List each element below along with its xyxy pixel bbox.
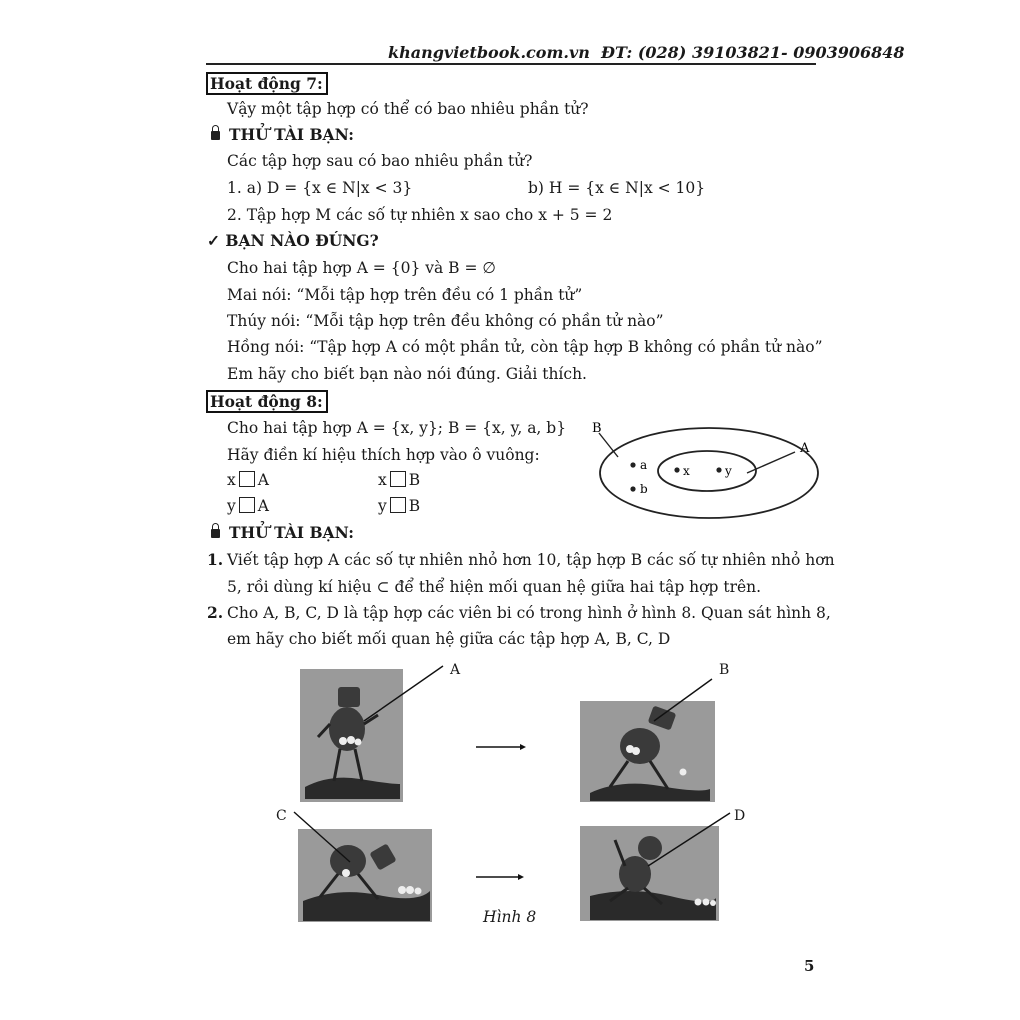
challenge-2-q2-number: 2. bbox=[207, 603, 224, 622]
who-is-right-line: Em hãy cho biết bạn nào nói đúng. Giải thích. bbox=[227, 365, 587, 383]
element-label: y bbox=[378, 497, 387, 515]
activity-8-line-2: Hãy điền kí hiệu thích hợp vào ô vuông: bbox=[227, 446, 540, 464]
challenge-2-title: THỬ TÀI BẠN: bbox=[229, 523, 354, 542]
callout-line-d bbox=[648, 813, 730, 866]
set-label: B bbox=[408, 497, 421, 515]
callout-line-a bbox=[364, 666, 443, 721]
activity-8-title: Hoạt động 8: bbox=[206, 390, 328, 413]
header-phone: ĐT: (028) 39103821- 0903906848 bbox=[601, 43, 905, 62]
who-is-right-line: Cho hai tập hợp A = {0} và B = ∅ bbox=[227, 259, 496, 277]
callout-line-b bbox=[654, 679, 712, 721]
venn-point-label-a: a bbox=[640, 458, 648, 472]
challenge-2-q1-line-1: Viết tập hợp A các số tự nhiên nhỏ hơn 10, tập hợp B các số tự nhiên nhỏ hơn bbox=[227, 551, 835, 569]
activity-7-title: Hoạt động 7: bbox=[206, 72, 328, 95]
who-is-right-title: BẠN NÀO ĐÚNG? bbox=[225, 231, 379, 250]
element-label: x bbox=[227, 471, 236, 489]
figure-label-c: C bbox=[276, 808, 287, 824]
header-site: khangvietbook.com.vn bbox=[388, 43, 590, 62]
figure-label-a: A bbox=[450, 662, 461, 678]
figure-label-d: D bbox=[734, 808, 746, 824]
challenge-1-item-2: 2. Tập hợp M các số tự nhiên x sao cho x + 5 = 2 bbox=[227, 206, 613, 224]
set-label: A bbox=[257, 471, 269, 489]
activity-7-question: Vậy một tập hợp có thể có bao nhiêu phần tử? bbox=[227, 100, 589, 118]
venn-label-b: B bbox=[592, 421, 602, 436]
challenge-2-q1-line-2: 5, rồi dùng kí hiệu ⊂ để thể hiện mối quan hệ giữa hai tập hợp trên. bbox=[227, 578, 762, 596]
callout-line-c bbox=[294, 812, 350, 862]
set-label: B bbox=[408, 471, 421, 489]
who-is-right-line: Thúy nói: “Mỗi tập hợp trên đều không có phần tử nào” bbox=[227, 312, 664, 330]
arrow-bottom-head bbox=[518, 874, 524, 880]
venn-point-label-y: y bbox=[725, 464, 732, 478]
challenge-2-q2-line-2: em hãy cho biết mối quan hệ giữa các tập hợp A, B, C, D bbox=[227, 630, 671, 648]
challenge-1-item-1b: b) H = {x ∈ N|x < 10} bbox=[528, 179, 706, 197]
venn-point-label-b: b bbox=[640, 482, 648, 496]
who-is-right-line: Mai nói: “Mỗi tập hợp trên đều có 1 phần tử” bbox=[227, 286, 583, 304]
activity-8-line-1: Cho hai tập hợp A = {x, y}; B = {x, y, a, b} bbox=[227, 419, 567, 437]
element-label: x bbox=[378, 471, 387, 489]
venn-label-a: A bbox=[800, 441, 810, 456]
challenge-2-q1-number: 1. bbox=[207, 550, 224, 569]
set-label: A bbox=[257, 497, 269, 515]
figure-label-b: B bbox=[719, 662, 730, 678]
element-label: y bbox=[227, 497, 236, 515]
challenge-1-title: THỬ TÀI BẠN: bbox=[229, 125, 354, 144]
page-number: 5 bbox=[804, 957, 815, 975]
venn-point-label-x: x bbox=[683, 464, 690, 478]
challenge-1-intro: Các tập hợp sau có bao nhiêu phần tử? bbox=[227, 152, 533, 170]
check-icon: ✓ bbox=[207, 231, 220, 250]
challenge-1-item-1a: 1. a) D = {x ∈ N|x < 3} bbox=[227, 179, 413, 197]
arrow-top-head bbox=[520, 744, 526, 750]
challenge-2-q2-line-1: Cho A, B, C, D là tập hợp các viên bi có trong hình ở hình 8. Quan sát hình 8, bbox=[227, 604, 831, 622]
who-is-right-line: Hồng nói: “Tập hợp A có một phần tử, còn tập hợp B không có phần tử nào” bbox=[227, 338, 823, 356]
figure-caption: Hình 8 bbox=[483, 908, 537, 926]
